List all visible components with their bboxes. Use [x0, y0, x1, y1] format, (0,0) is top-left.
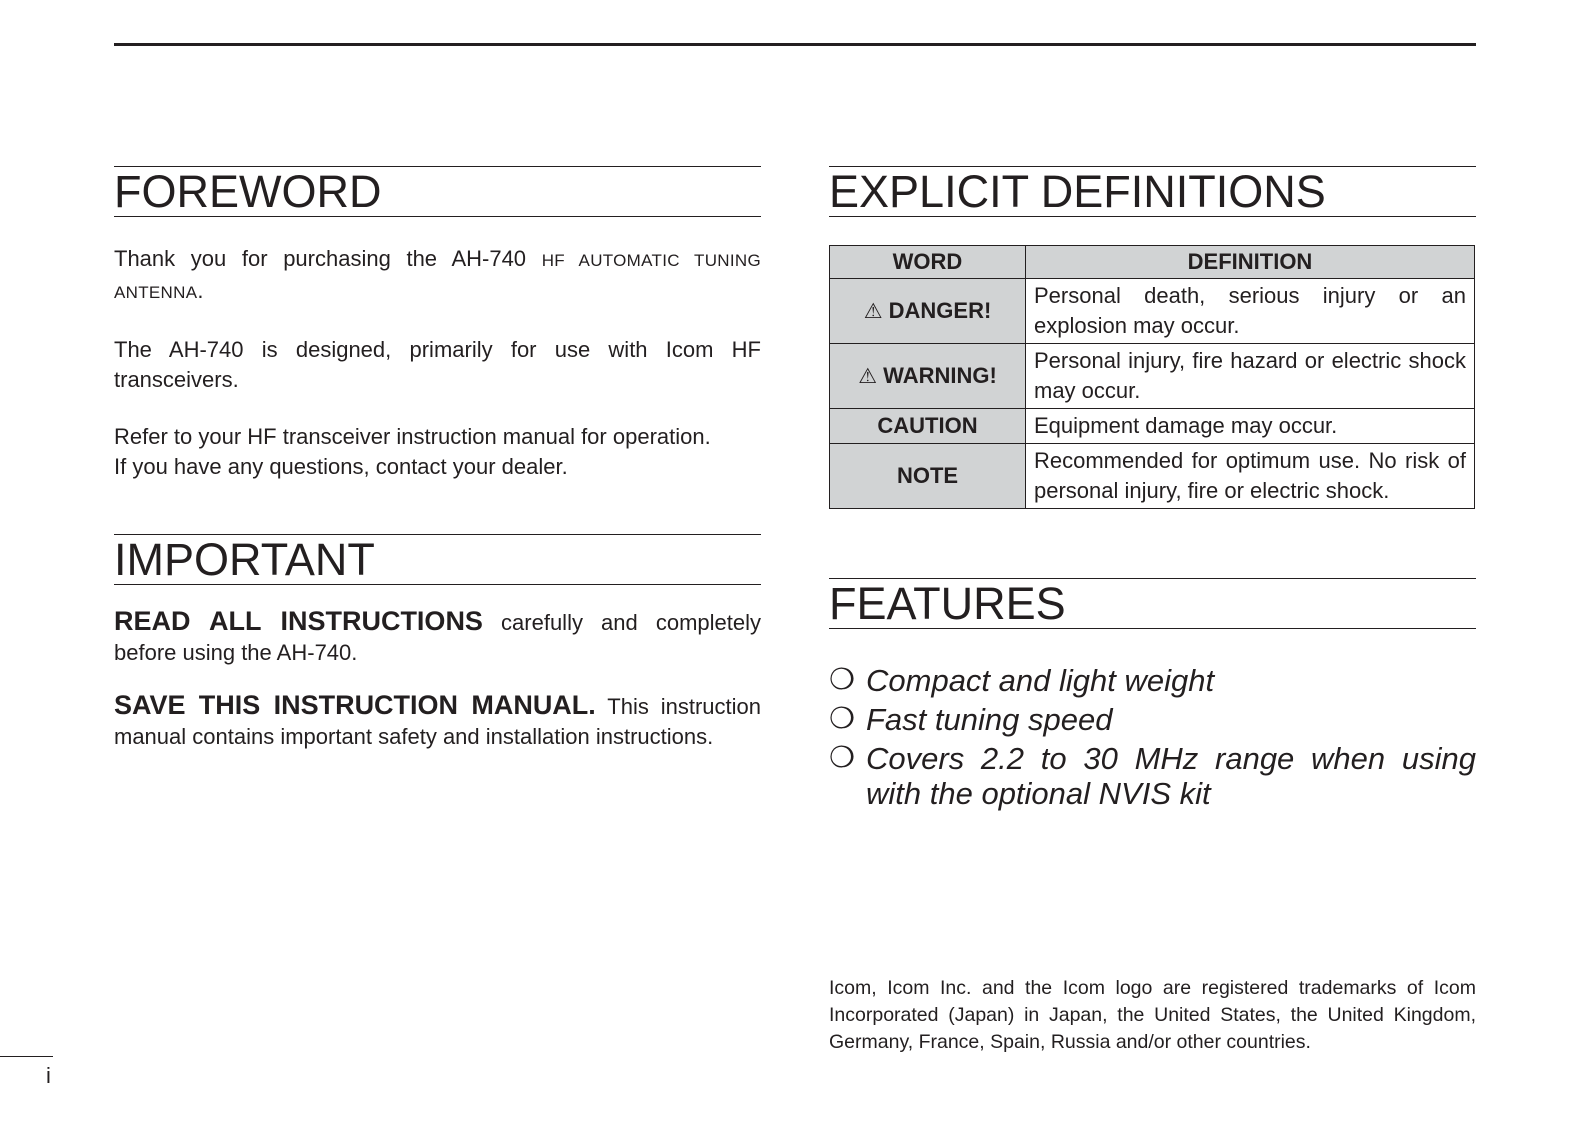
definition-cell: Recommended for optimum use. No risk of personal injury, fire or electric shock. [1026, 444, 1475, 509]
list-item [829, 741, 1476, 811]
foreword-p3-line-2: If you have any questions, contact your dealer. [114, 454, 568, 479]
definitions-title: EXPLICIT DEFINITIONS [829, 166, 1476, 217]
features-section [829, 578, 1476, 815]
definition-cell: Equipment damage may occur. [1026, 409, 1475, 444]
word-cell-warning [830, 344, 1026, 409]
features-list [829, 663, 1476, 811]
column-header-definition: DEFINITION [1026, 246, 1475, 279]
foreword-paragraph-1 [114, 244, 761, 308]
definition-cell: Personal injury, fire hazard or electric shock may occur. [1026, 344, 1475, 409]
important-paragraph-2 [114, 690, 761, 752]
foreword-section [114, 166, 761, 482]
word-cell-caution [830, 409, 1026, 444]
feature-text: Compact and light weight [866, 663, 1215, 698]
page-number: i [46, 1063, 51, 1088]
circle-bullet-icon: ❍ [829, 742, 855, 774]
circle-bullet-icon: ❍ [829, 703, 855, 735]
important-p1-bold: READ ALL INSTRUCTIONS [114, 606, 483, 636]
top-rule [114, 43, 1476, 46]
definition-cell: Personal death, serious injury or an explosion may occur. [1026, 279, 1475, 344]
foreword-title: FOREWORD [114, 166, 761, 217]
circle-bullet-icon: ❍ [829, 664, 855, 696]
list-item [829, 702, 1476, 737]
table-header-row [830, 246, 1475, 279]
important-p2-rest: This instruction manual contains important safety and installation instructions. [114, 694, 762, 749]
list-item [829, 663, 1476, 698]
important-p1-rest: carefully and completely before using the AH-740. [114, 610, 761, 665]
word-label: DANGER! [888, 298, 992, 323]
foreword-p3-line-1: Refer to your HF transceiver instruction manual for operation. [114, 424, 711, 449]
foreword-p1-product-type: HF AUTOMATIC TUNING ANTENNA [114, 251, 761, 302]
word-cell-note [830, 444, 1026, 509]
word-label: CAUTION [877, 413, 978, 438]
column-header-word: WORD [830, 246, 1026, 279]
page-number-rule [0, 1056, 53, 1057]
important-section [114, 534, 761, 752]
word-label: WARNING! [883, 363, 997, 388]
important-paragraph-1 [114, 606, 761, 668]
definitions-section [829, 166, 1476, 509]
feature-text: Fast tuning speed [866, 702, 1113, 737]
features-title: FEATURES [829, 578, 1476, 629]
important-p2-bold: SAVE THIS INSTRUCTION MANUAL. [114, 690, 596, 720]
definitions-table [829, 245, 1475, 509]
warning-triangle-icon: ⚠ [858, 365, 878, 388]
table-row [830, 444, 1475, 509]
table-row [830, 344, 1475, 409]
table-row [830, 409, 1475, 444]
foreword-paragraph-3 [114, 422, 761, 482]
trademark-notice: Icom, Icom Inc. and the Icom logo are registered trademarks of Icom Incorporated (Japan) in Japan, the United States, the United Kingdom, Germany, France, Spain, Russia and/or other countries. [829, 977, 1476, 1053]
table-row [830, 279, 1475, 344]
foreword-p1-end: . [197, 278, 204, 303]
foreword-p1-text: Thank you for purchasing the AH-740 [114, 246, 542, 271]
feature-text: Covers 2.2 to 30 MHz range when using with the optional NVIS kit [866, 741, 1476, 811]
warning-triangle-icon: ⚠ [863, 300, 883, 323]
word-label: NOTE [896, 463, 959, 488]
word-cell-danger [830, 279, 1026, 344]
foreword-paragraph-2: The AH-740 is designed, primarily for use with Icom HF transceivers. [114, 337, 761, 392]
important-title: IMPORTANT [114, 534, 761, 585]
